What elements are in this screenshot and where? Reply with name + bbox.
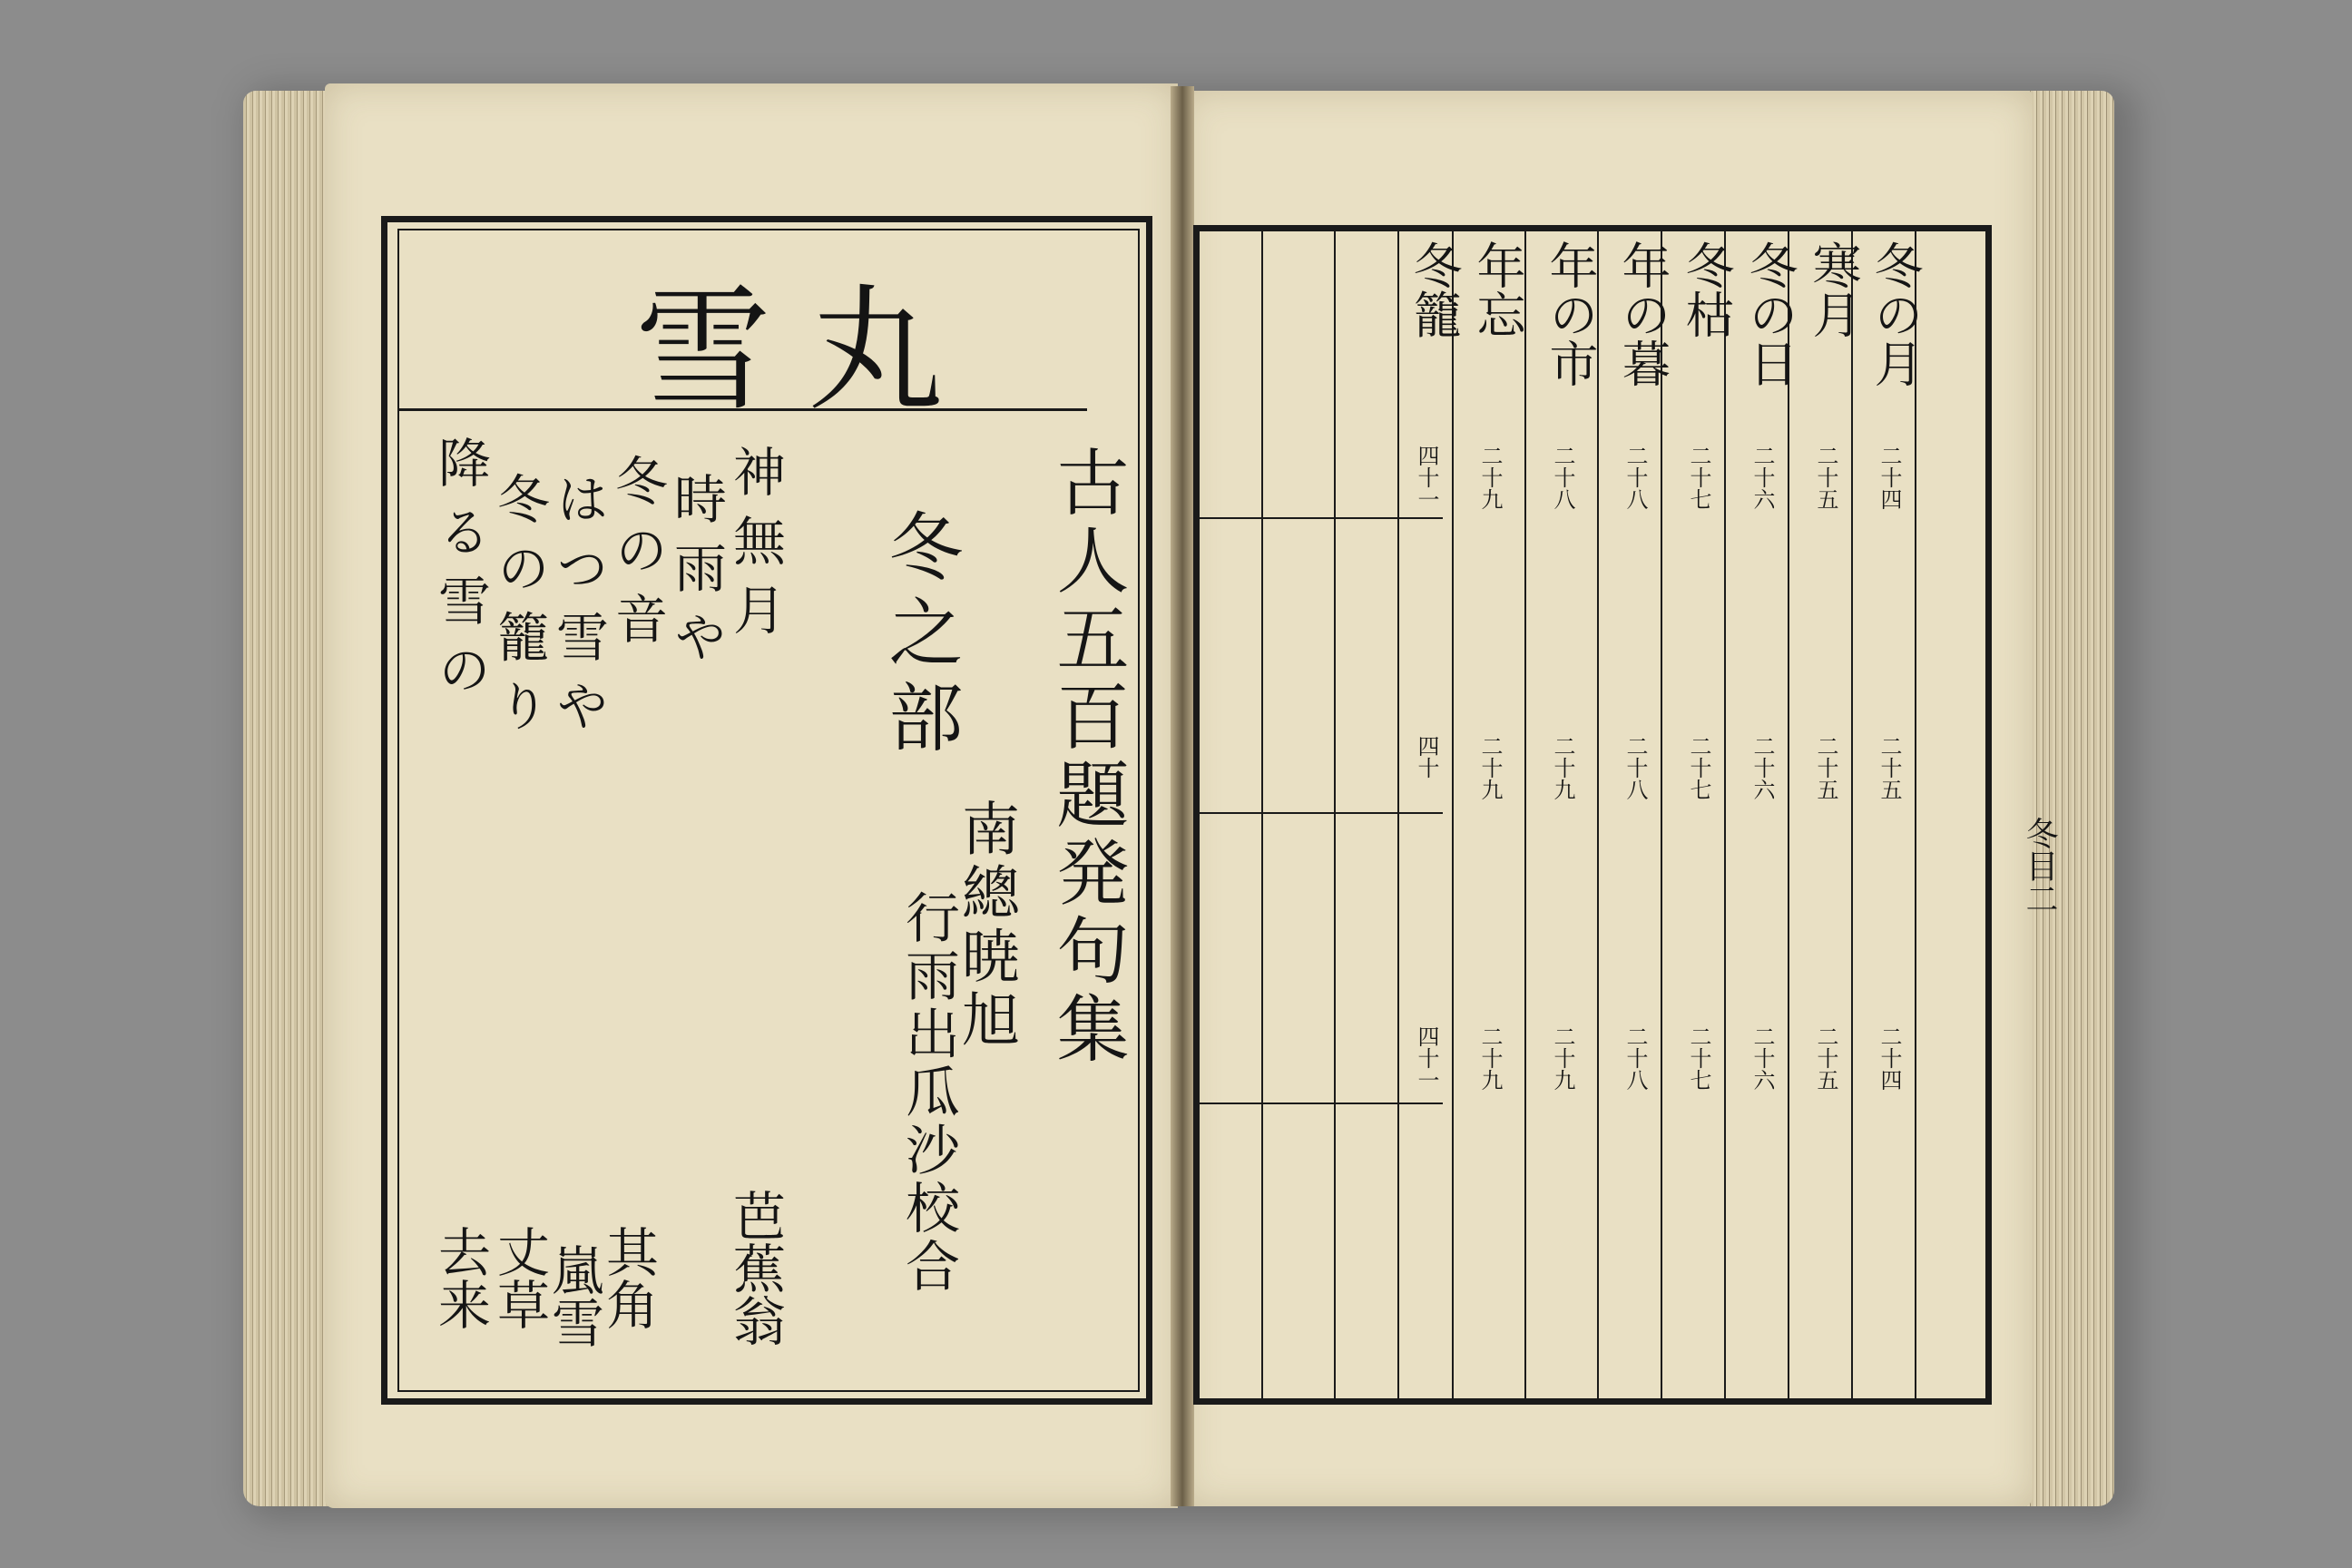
editors-col2: 行雨出瓜沙校合 [897,889,960,1296]
table-column-line [1261,227,1263,1403]
poem-line: 冬の音 [606,454,668,661]
page-number: 四十 [1414,735,1439,779]
page-number: 二十四 [1877,445,1902,510]
page-number: 二十五 [1813,445,1838,510]
poem-line: 神無月 [724,445,786,652]
poem-line: はつ雪や [547,472,609,748]
table-column-line [1334,227,1336,1403]
page-number: 二十八 [1622,735,1648,800]
page-number: 四十一 [1414,445,1439,510]
index-table-frame [1193,225,1992,1405]
entry-title: 冬の月 [1867,240,1924,387]
table-column-line [1724,227,1726,1403]
table-column-line [1915,227,1916,1403]
book-gutter [1171,86,1194,1506]
page-number: 二十八 [1622,445,1648,510]
entry-title: 年忘 [1469,240,1526,338]
author-name: 其角 [597,1225,659,1330]
page-number: 二十九 [1477,445,1503,510]
poem-line: 時雨や [665,472,727,679]
table-column-line [1452,227,1454,1403]
page-number: 二十八 [1550,445,1575,510]
table-column-line [1597,227,1599,1403]
page-title: 雪丸 [635,272,981,430]
page-number: 二十九 [1550,735,1575,800]
poem-line: 冬の籠り [488,472,550,748]
table-row-line [1198,812,1443,814]
page-number: 二十九 [1550,1025,1575,1091]
table-column-line [1397,227,1399,1403]
page-number: 二十六 [1749,1025,1775,1091]
poem-line: 降る雪の [429,436,491,711]
section-title: 冬之部 [877,508,963,764]
author-name: 芭蕉翁 [724,1189,786,1347]
author-name: 丈草 [488,1225,550,1330]
page-number: 四十一 [1414,1025,1439,1091]
page-number: 二十六 [1749,735,1775,800]
page-number: 二十九 [1477,735,1503,800]
entry-title: 年の暮 [1614,240,1671,387]
table-column-line [1524,227,1526,1403]
table-row-line [1198,517,1443,519]
entry-title: 冬籠 [1406,240,1463,338]
entry-title: 年の市 [1542,240,1599,387]
author-name: 嵐雪 [543,1243,604,1348]
page-number: 二十八 [1622,1025,1648,1091]
table-row-line [1198,1102,1443,1104]
page-number: 二十四 [1877,1025,1902,1091]
entry-title: 冬の日 [1741,240,1798,387]
editors-col1: 南總暁旭 [952,799,1019,1053]
page-number: 二十七 [1686,735,1711,800]
page-number: 二十七 [1686,445,1711,510]
entry-title: 寒月 [1805,240,1862,338]
side-label: 冬目二 [2021,817,2058,915]
heading: 古人五百題発句集 [1044,445,1129,1069]
page-number: 二十七 [1686,1025,1711,1091]
author-name: 去来 [429,1225,491,1330]
page-number: 二十六 [1749,445,1775,510]
page-number: 二十五 [1877,735,1902,800]
page-number: 二十五 [1813,1025,1838,1091]
entry-title: 冬枯 [1678,240,1735,338]
table-column-line [1788,227,1789,1403]
page-number: 二十五 [1813,735,1838,800]
table-column-line [1851,227,1853,1403]
table-column-line [1661,227,1662,1403]
page-number: 二十九 [1477,1025,1503,1091]
